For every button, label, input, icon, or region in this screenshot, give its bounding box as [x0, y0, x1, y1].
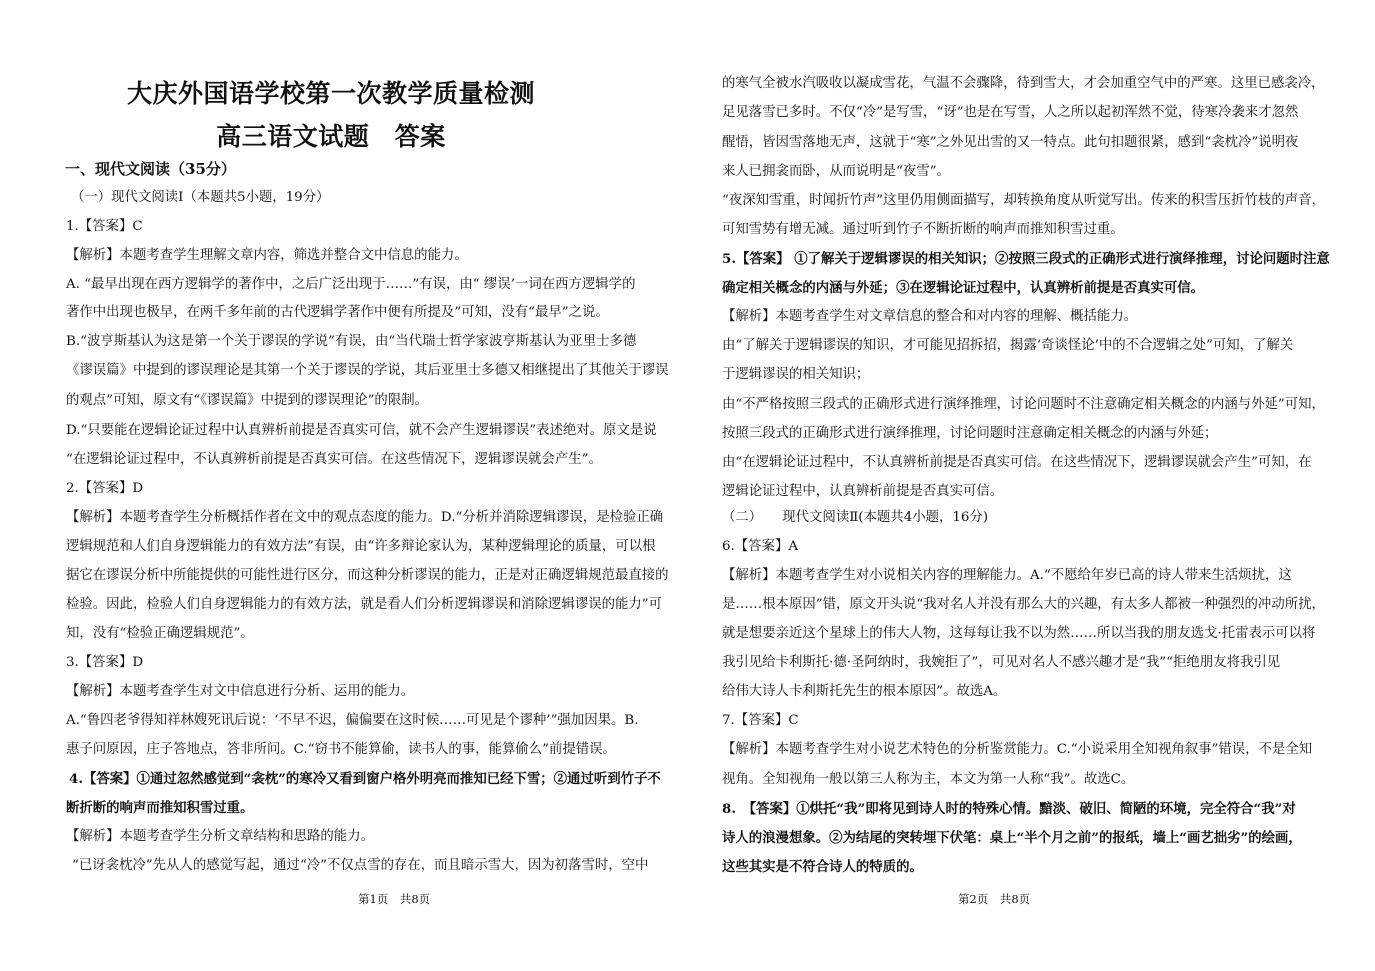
text-line: 我引见给卡利斯托·德·圣阿纳时，我婉拒了”，可见对名人不感兴趣才是“我”“拒绝朋友将我引见: [722, 655, 1281, 670]
text-line: 这些其实是不符合诗人的特质的。: [722, 859, 923, 875]
text-line: 可知雪势有增无减。通过听到竹子不断折断的响声而推知积雪过重。: [722, 222, 1124, 237]
text-line: 逻辑规范和人们自身逻辑能力的有效方法”有误，由“许多辩论家认为，某种逻辑理论的质量，可以根: [66, 539, 656, 554]
text-line: “在逻辑论证过程中，不认真辨析前提是否真实可信。在这些情况下，逻辑谬误就会产生”。: [66, 452, 602, 467]
text-line: A. “最早出现在西方逻辑学的著作中，之后广泛出现于……”有误，由“ 缪误’一词在西方逻辑学的: [66, 277, 636, 292]
answer-line: 5.【答案】 ①了解关于逻辑谬误的相关知识；②按照三段式的正确形式进行演绎推理，讨论问题时注意: [722, 251, 1330, 267]
page-footer: 第2页 共8页: [958, 892, 1031, 906]
text-line: 诗人的浪漫想象。②为结尾的突转埋下伏笔：桌上“半个月之前”的报纸，墙上“画艺拙劣”的绘画，: [722, 830, 1302, 846]
text-line: A.“鲁四老爷得知祥林嫂死讯后说：‘不早不迟，偏偏要在这时候……可见是个谬种’”强加因果。B.: [66, 713, 639, 728]
text-line: 的观点”可知，原文有“《谬误篇》中提到的谬误理论”的限制。: [66, 393, 428, 408]
text-line: 惠子问原因，庄子答地点，答非所问。C.“窃书不能算偷，读书人的事，能算偷么”前提错误。: [66, 742, 616, 757]
answer-line: 4.【答案】①通过忽然感觉到“衾枕”的寒冷又看到窗户格外明亮而推知已经下雪；②通过听到竹子不: [69, 771, 661, 787]
text-line: 据它在谬误分析中所能提供的可能性进行区分，而这种分析谬误的能力，正是对正确逻辑规范最直接的: [66, 568, 669, 583]
analysis-line: 【解析】本题考查学生对小说艺术特色的分析鉴赏能力。C.“小说采用全知视角叙事”错误，不是全知: [722, 742, 1313, 757]
text-line: 检验。因此，检验人们自身逻辑能力的有效方法，就是看人们分析逻辑谬误和消除逻辑谬误的能力”可: [66, 597, 663, 612]
answer-line: 3.【答案】D: [66, 655, 144, 670]
subsection-heading: （二） 现代文阅读Ⅱ(本题共4小题，16分): [722, 510, 989, 525]
text-line: “夜深知雪重，时闻折竹声”这里仍用侧面描写，却转换角度从听觉写出。传来的积雪压折竹枝的声音，: [722, 193, 1325, 208]
section-heading: 一、现代文阅读（35分）: [65, 160, 236, 178]
text-line: 由“了解关于逻辑谬误的知识，才可能见招拆招，揭露‘奇谈怪论’中的不合逻辑之处”可知，了解关: [722, 338, 1294, 353]
analysis-line: 【解析】本题考查学生对文章信息的整合和对内容的理解、概括能力。: [722, 309, 1138, 324]
text-line: 就是想要亲近这个星球上的伟大人物，这每每让我不以为然……所以当我的朋友选戈·托雷表示可以将: [722, 626, 1316, 641]
text-line: 著作中出现也极早，在两千多年前的古代逻辑学著作中便有所提及”可知，没有“最早”之说。: [66, 305, 609, 320]
analysis-line: 【解析】本题考查学生分析概括作者在文中的观点态度的能力。D.“分析并消除逻辑谬误，是检验正确: [66, 510, 664, 525]
text-line: 《谬误篇》中提到的谬误理论是其第一个关于谬误的学说，其后亚里士多德又相继提出了其他关于谬误: [66, 363, 669, 378]
analysis-line: 【解析】本题考查学生对小说相关内容的理解能力。A.“不愿给年岁已高的诗人带来生活烦扰，这: [722, 568, 1292, 583]
analysis-line: 【解析】本题考查学生分析文章结构和思路的能力。: [66, 829, 374, 844]
analysis-line: 【解析】本题考查学生对文中信息进行分析、运用的能力。: [66, 684, 415, 699]
text-line: 的寒气全被水汽吸收以凝成雪花，气温不会骤降，待到雪大，才会加重空气中的严寒。这里已感衾冷，: [722, 76, 1325, 91]
text-line: 知，没有“检验正确逻辑规范”。: [66, 626, 254, 641]
text-line: 来人已拥衾而卧，从而说明是“夜雪”。: [722, 164, 950, 179]
answer-line: 7.【答案】C: [722, 713, 799, 728]
analysis-line: 【解析】本题考查学生理解文章内容，筛选并整合文中信息的能力。: [66, 248, 468, 263]
text-line: 由“不严格按照三段式的正确形式进行演绎推理，讨论问题时不注意确定相关概念的内涵与外延”可知，: [722, 397, 1325, 412]
text-line: 断折断的响声而推知积雪过重。: [66, 800, 254, 816]
text-line: 足见落雪已多时。不仅“冷”是写雪，“讶”也是在写雪，人之所以起初浑然不觉，待寒冷袭来才忽然: [722, 105, 1299, 120]
text-line: 是……根本原因”错，原文开头说“我对名人并没有那么大的兴趣，有太多人都被一种强烈的冲动所扰，: [722, 597, 1325, 612]
text-line: 确定相关概念的内涵与外延；③在逻辑论证过程中，认真辨析前提是否真实可信。: [722, 280, 1205, 296]
text-line: D.“只要能在逻辑论证过程中认真辨析前提是否真实可信，就不会产生逻辑谬误”表述绝对。原文是说: [66, 423, 657, 438]
answer-line: 1.【答案】C: [66, 219, 143, 234]
text-line: 视角。全知视角一般以第三人称为主，本文为第一人称“我”。故选C。: [722, 772, 1135, 787]
text-line: 按照三段式的正确形式进行演绎推理，讨论问题时注意确定相关概念的内涵与外延；: [722, 426, 1218, 441]
document-subtitle: 高三语文试题 答案: [216, 122, 446, 151]
answer-line: 2.【答案】D: [66, 481, 144, 496]
text-line: 醒悟，皆因雪落地无声，这就于“寒”之外见出雪的又一特点。此句扣题很紧，感到“衾枕冷”说明夜: [722, 135, 1299, 150]
text-line: B.“波亨斯基认为这是第一个关于谬误的学说”有误，由“当代瑞士哲学家波亨斯基认为亚里士多德: [66, 334, 637, 349]
document-title: 大庆外国语学校第一次教学质量检测: [126, 79, 535, 108]
text-line: “已讶衾枕冷”先从人的感觉写起，通过“冷”不仅点雪的存在，而且暗示雪大，因为初落雪时，空中: [72, 858, 649, 873]
answer-line: 8. 【答案】①烘托“我”即将见到诗人时的特殊心情。黯淡、破旧、简陋的环境，完全符合“我”对: [722, 801, 1296, 817]
page-footer: 第1页 共8页: [358, 892, 431, 906]
text-line: 由“在逻辑论证过程中，不认真辨析前提是否真实可信。在这些情况下，逻辑谬误就会产生”可知，在: [722, 455, 1312, 470]
text-line: 于逻辑谬误的相关知识；: [722, 367, 870, 382]
subsection-heading: （一）现代文阅读Ⅰ（本题共5小题，19分）: [71, 190, 330, 205]
answer-line: 6.【答案】A: [722, 539, 799, 554]
text-line: 给伟大诗人卡利斯托先生的根本原因”。故选A。: [722, 684, 1007, 699]
text-line: 逻辑论证过程中，认真辨析前提是否真实可信。: [722, 484, 1004, 499]
